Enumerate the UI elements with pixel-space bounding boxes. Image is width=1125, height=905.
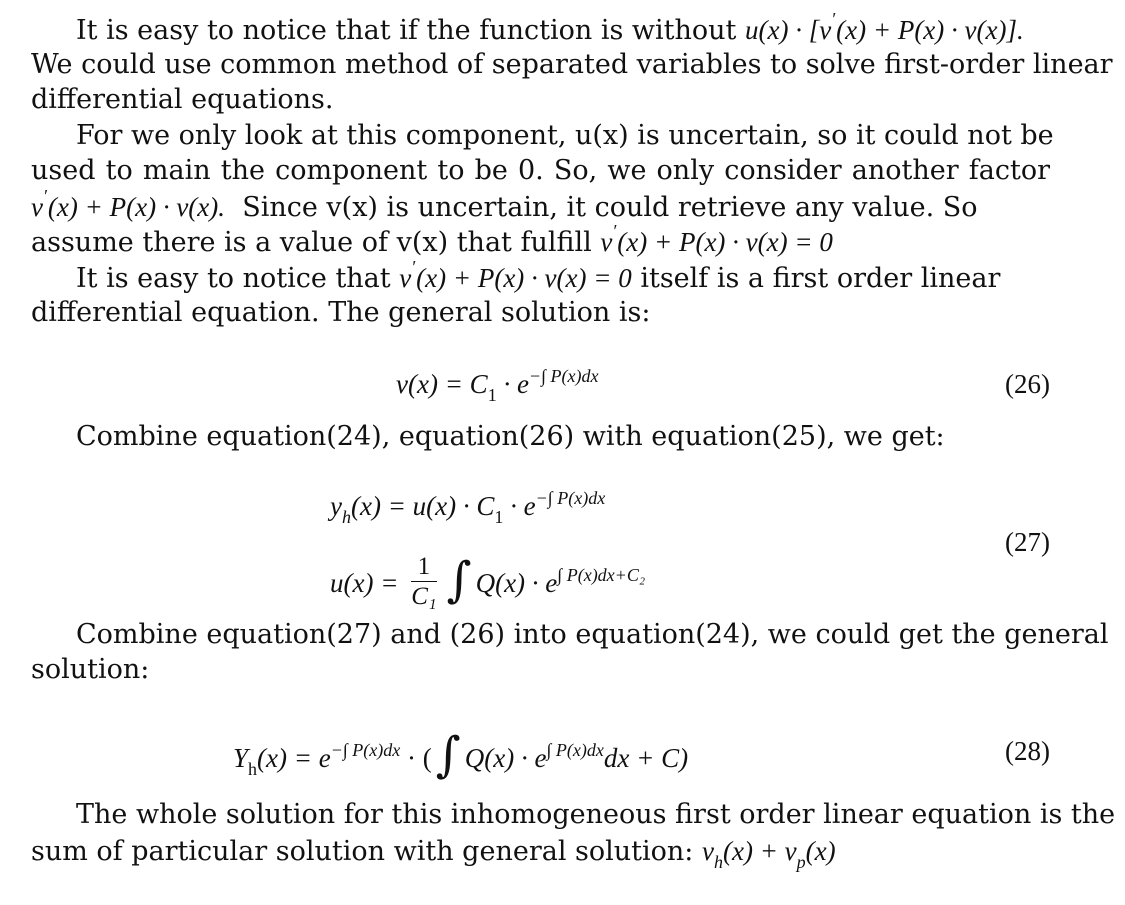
equation-28	[233, 727, 689, 783]
para5-line2: solution:	[31, 654, 150, 685]
eq27-row2-sup: ∫ P(x)dx+C₂	[557, 565, 646, 585]
eq28-sub: h	[248, 759, 258, 779]
para2-line3-math: v′(x) + P(x) · v(x).	[31, 186, 226, 222]
equation-27-row2	[330, 548, 646, 611]
eq28-sup1: −∫ P(x)dx	[330, 740, 401, 760]
eq28-lhs: Y	[233, 743, 249, 773]
para2-line4-math: v′(x) + P(x) · v(x) = 0	[600, 221, 833, 257]
eq26-sub: 1	[487, 385, 497, 405]
eq27-frac-den: C₁	[411, 583, 437, 611]
para6-line2-text: sum of particular solution with general solution:	[31, 836, 694, 867]
para1-line1-math: u(x) · [v′(x) + P(x) · v(x)].	[744, 9, 1024, 45]
eq28-dot: · (	[400, 743, 432, 773]
equation-26-number: (26)	[1005, 369, 1050, 399]
para1-line1	[76, 9, 1050, 48]
eq28-integral-sign: ∫	[435, 727, 461, 783]
eq27-row1-sub: h	[341, 507, 351, 527]
eq27-row1-e: · e	[503, 491, 536, 521]
eq28-rest: (x) = e	[257, 743, 331, 773]
eq27-frac-num: 1	[411, 553, 436, 582]
eq27-row2-lhs: u(x) =	[330, 568, 399, 598]
para2-line3-text: Since v(x) is uncertain, it could retrieve any value. So	[242, 192, 978, 223]
para3-line1	[76, 257, 1050, 296]
para3-line1-text-b: itself is a first order linear	[640, 263, 1001, 294]
para6-line1: The whole solution for this inhomogeneous first order linear equation is the	[76, 799, 1116, 830]
para3-line1-text-a: It is easy to notice that	[76, 263, 391, 294]
para2-line4	[31, 221, 1050, 260]
eq28-body: Q(x) · e	[464, 743, 547, 773]
para5-line1: Combine equation(27) and (26) into equation(24), we could get the general	[76, 619, 1109, 650]
para1-line2: We could use common method of separated variables to solve first-order linear	[31, 49, 1113, 80]
para4-line1: Combine equation(24), equation(26) with equation(25), we get:	[76, 421, 945, 452]
equation-27-number: (27)	[1005, 527, 1050, 557]
eq27-row1-sup: −∫ P(x)dx	[535, 488, 606, 508]
eq26-mid: · e	[496, 369, 529, 399]
para1-line1-text: It is easy to notice that if the function is without	[76, 15, 737, 46]
eq27-row1-rest: (x) = u(x) · C	[350, 491, 495, 521]
equation-26	[396, 364, 598, 404]
eq27-row1-sub2: 1	[494, 507, 504, 527]
para3-line2: differential equation. The general solution is:	[31, 297, 651, 328]
para6-line2	[31, 833, 1050, 872]
eq27-fraction	[411, 553, 436, 612]
eq27-row1-lhs: y	[330, 491, 342, 521]
eq28-sup2: ∫ P(x)dx	[546, 740, 604, 760]
para6-line2-math: $v_h(x) + v_p(x)$	[702, 836, 836, 872]
equation-27-row1	[330, 486, 605, 526]
para3-line1-math: v′(x) + P(x) · v(x) = 0	[399, 257, 632, 293]
eq28-tail: dx + C)	[603, 743, 689, 773]
para2-line4-text: assume there is a value of v(x) that fulfill	[31, 227, 592, 258]
equation-28-number: (28)	[1005, 736, 1050, 766]
eq26-sup: −∫ P(x)dx	[528, 366, 599, 386]
para2-line1: For we only look at this component, u(x) is uncertain, so it could not be	[76, 120, 1054, 151]
eq27-row2-rest: Q(x) · e	[475, 568, 558, 598]
eq26-lhs: v(x) = C	[396, 369, 488, 399]
para1-line3: differential equations.	[31, 84, 334, 115]
para2-line2: used to main the component to be 0. So, we only consider another factor	[31, 155, 1050, 186]
para2-line3	[31, 186, 1050, 225]
eq27-integral-sign: ∫	[446, 552, 472, 608]
